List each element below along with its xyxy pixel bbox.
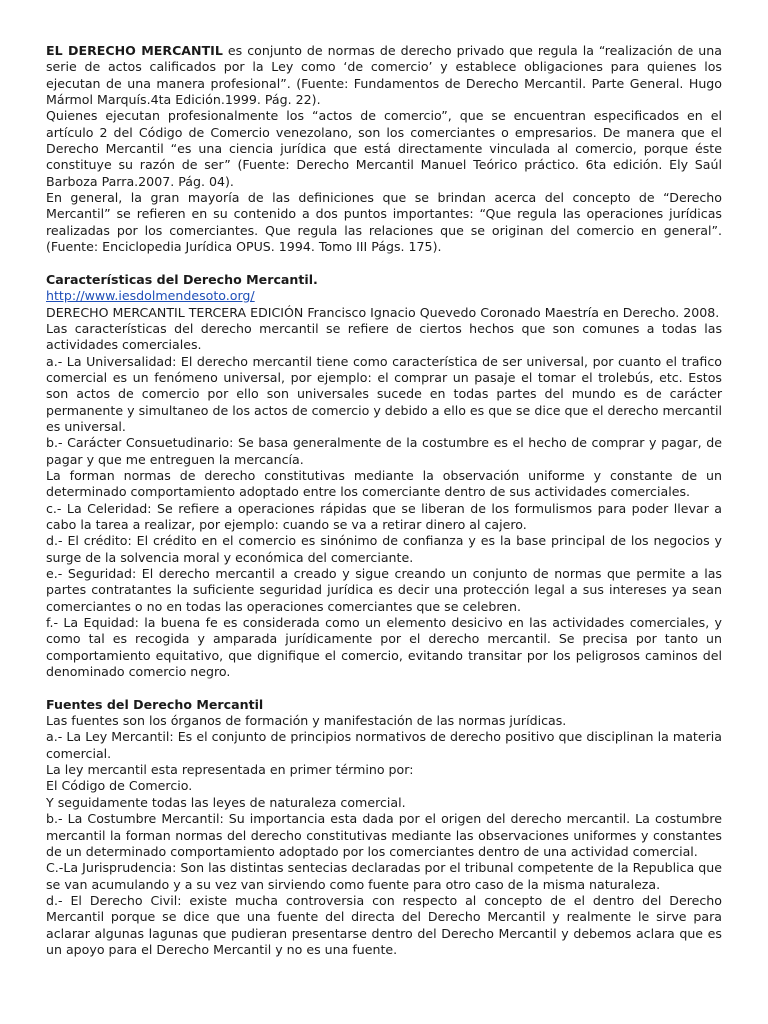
intro-paragraph-1 <box>46 43 722 108</box>
section-heading-fuentes: Fuentes del Derecho Mercantil <box>46 696 264 712</box>
caracteristicas-intro: Las características del derecho mercantil se refiere de ciertos hechos que son comunes a todas las actividades comerciales. <box>46 320 722 353</box>
source-link[interactable]: http://www.iesdolmendesoto.org/ <box>46 288 255 304</box>
intro-paragraph-2: Quienes ejecutan profesionalmente los “actos de comercio”, que se encuentran especificados en el artículo 2 del Código de Comercio venezolano, son los comerciantes o empresarios. De manera que el Derecho Mercantil “es una ciencia jurídica que está directamente vinculada al comercio, porque éste constituye su razón de ser” (Fuente: Derecho Mercantil Manuel Teórico práctico. 6ta edición. Ely Saúl Barboza Parra.2007. Pág. 04). <box>46 108 722 189</box>
fuente-item: a.- La Ley Mercantil: Es el conjunto de principios normativos de derecho positivo que disciplinan la materia comercial. <box>46 729 722 761</box>
fuente-item: b.- La Costumbre Mercantil: Su importancia esta dada por el origen del derecho mercantil. La costumbre mercantil la forman normas del derecho constitutivas mediante las observaciones uniformes y constantes de un determinado comportamiento adoptado por los comerciantes dentro de una actividad comercial. <box>46 811 722 859</box>
caracteristicas-source: DERECHO MERCANTIL TERCERA EDICIÓN Francisco Ignacio Quevedo Coronado Maestría en Derecho. 2008. <box>46 304 720 320</box>
caracteristica-item: b.- Carácter Consuetudinario: Se basa generalmente de la costumbre es el hecho de comprar y pagar, de pagar y que me entreguen la mercancía. <box>46 435 722 467</box>
section-heading-caracteristicas: Características del Derecho Mercantil. <box>46 271 318 287</box>
fuentes-intro: Las fuentes son los órganos de formación y manifestación de las normas jurídicas. <box>46 713 567 729</box>
intro-paragraph-1-text: es conjunto de normas de derecho privado que regula la “realización de una serie de actos calificados por la Ley como ‘de comercio’ y establece obligaciones para quienes los ejecutan de una manera profesional”. (Fuente: Fundamentos de Derecho Mercantil. Parte General. Hugo Mármol Marquís.4ta Edición.1999. Pág. 22). <box>46 43 722 108</box>
caracteristica-item: c.- La Celeridad: Se refiere a operaciones rápidas que se liberan de los formulismos para poder llevar a cabo la tarea a realizar, por ejemplo: cuando se va a retirar dinero al cajero. <box>46 500 722 532</box>
fuente-item: d.- El Derecho Civil: existe mucha controversia con respecto al concepto de el dentro del Derecho Mercantil porque se dice que una fuente del directa del Derecho Mercantil y realmente le sirve para aclarar algunas lagunas que pudieran presentarse dentro del Derecho Mercantil y debemos aclara que es un apoyo para el Derecho Mercantil y no es una fuente. <box>46 892 722 957</box>
caracteristica-item: a.- La Universalidad: El derecho mercantil tiene como característica de ser universal, por cuanto el trafico comercial es un fenómeno universal, por ejemplo: el comprar un pasaje el tomar el trolebús, etc. Estos son actos de comercio por ello son universales sucede en todas partes del mundo es de carácter permanente y simultaneo de los actos de comercio y debido a ello es que se dice que el derecho mercantil es universal. <box>46 353 722 434</box>
spacer <box>46 255 722 271</box>
intro-lead-title: EL DERECHO MERCANTIL <box>46 43 223 58</box>
caracteristica-item: d.- El crédito: El crédito en el comercio es sinónimo de confianza y es la base principal de los negocios y surge de la solvencia moral y económica del comerciante. <box>46 533 722 565</box>
document-page <box>46 43 722 958</box>
source-link-line <box>46 288 722 304</box>
intro-paragraph-3: En general, la gran mayoría de las definiciones que se brindan acerca del concepto de “Derecho Mercantil” se refieren en su contenido a dos puntos importantes: “Que regula las operaciones jurídicas realizadas por los comerciantes. Que regula las relaciones que se originan del comercio en general”. (Fuente: Enciclopedia Jurídica OPUS. 1994. Tomo III Págs. 175). <box>46 190 722 255</box>
caracteristica-item: La forman normas de derecho constitutivas mediante la observación uniforme y constante de un determinado comportamiento adoptado entre los comerciante dentro de sus actividades comerciales. <box>46 467 722 500</box>
caracteristica-item: e.- Seguridad: El derecho mercantil a creado y sigue creando un conjunto de normas que permite a las partes contratantes la suficiente seguridad jurídica es decir una protección legal a sus intereses ya sean comerciantes o no en todas las operaciones comerciantes que se celebren. <box>46 566 722 614</box>
spacer <box>46 680 722 696</box>
fuente-item: C.-La Jurisprudencia: Son las distintas sentecias declaradas por el tribunal competente de la Republica que se van acumulando y a su vez van sirviendo como fuente para otro caso de la misma naturaleza. <box>46 860 722 892</box>
fuente-item: La ley mercantil esta representada en primer término por: <box>46 762 414 778</box>
fuente-item: El Código de Comercio. <box>46 778 193 794</box>
caracteristica-item: f.- La Equidad: la buena fe es considerada como un elemento desicivo en las actividades comerciales, y como tal es recogida y amparada jurídicamente por el derecho mercantil. Se precisa por tanto un comportamiento equitativo, que dignifique el comercio, evitando transitar por los peligrosos caminos del denominado comercio negro. <box>46 615 722 680</box>
fuente-item: Y seguidamente todas las leyes de naturaleza comercial. <box>46 794 406 810</box>
